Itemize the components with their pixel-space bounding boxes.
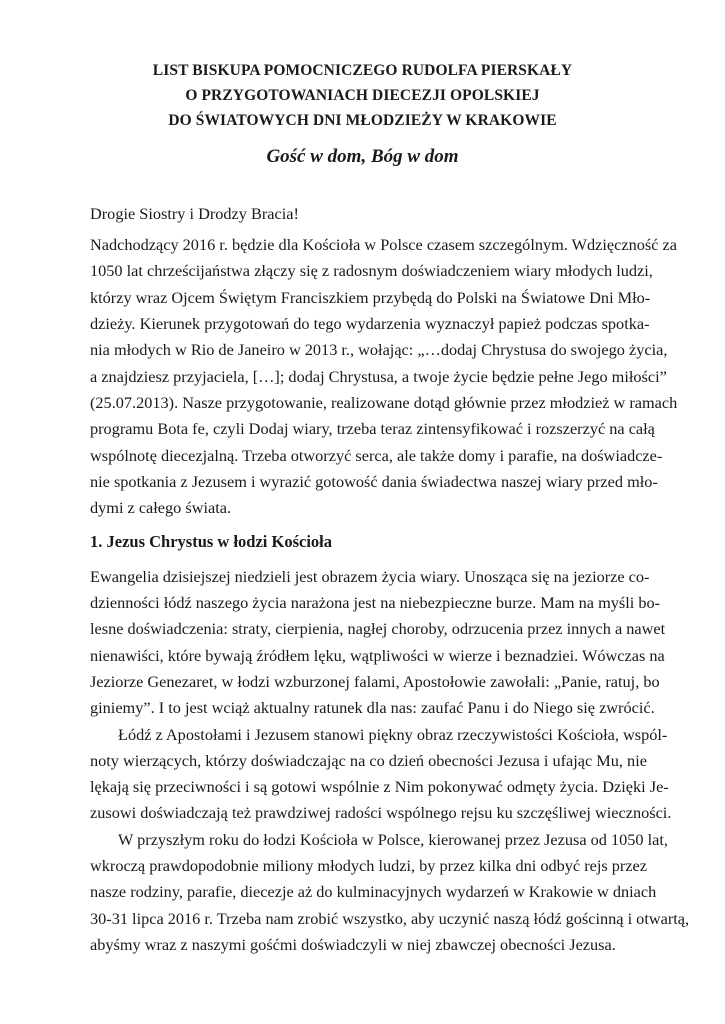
para1-line: nienawiści, które bywają źródłem lęku, wątpliwości w wierze i beznadziei. Wówczas na bbox=[90, 646, 665, 665]
para3-line: 30-31 lipca 2016 r. Trzeba nam zrobić wszystko, aby uczynić naszą łódź gościnną i otwartą, bbox=[90, 909, 690, 928]
para2-line: zusowi doświadczają też prawdziwej radości wspólnego rejsu ku szczęśliwej wieczności. bbox=[90, 803, 672, 822]
para3-line: nasze rodziny, parafie, diecezje aż do kulminacyjnych wydarzeń w Krakowie w dniach bbox=[90, 882, 657, 901]
intro-line: (25.07.2013). Nasze przygotowanie, realizowane dotąd głównie przez młodzież w ramach bbox=[90, 393, 678, 412]
intro-line: a znajdziesz przyjaciela, […]; dodaj Chrystusa, a twoje życie będzie pełne Jego miłości” bbox=[90, 367, 667, 386]
intro-line: Nadchodzący 2016 r. będzie dla Kościoła w Polsce czasem szczególnym. Wdzięczność za bbox=[90, 235, 677, 254]
title-line-1: LIST BISKUPA POMOCNICZEGO RUDOLFA PIERSKAŁY bbox=[152, 62, 573, 79]
para1-line: Ewangelia dzisiejszej niedzieli jest obrazem życia wiary. Unosząca się na jeziorze co- bbox=[90, 567, 650, 586]
intro-line: nia młodych w Rio de Janeiro w 2013 r., wołając: „…dodaj Chrystusa do swojego życia, bbox=[90, 340, 668, 359]
greeting: Drogie Siostry i Drodzy Bracia! bbox=[90, 204, 299, 223]
title-line-2: O PRZYGOTOWANIACH DIECEZJI OPOLSKIEJ bbox=[185, 87, 540, 104]
para2-line: Łódź z Apostołami i Jezusem stanowi piękny obraz rzeczywistości Kościoła, wspól- bbox=[118, 725, 668, 744]
para3-line: abyśmy wraz z naszymi gośćmi doświadczyli w niej zbawczej obecności Jezusa. bbox=[90, 935, 616, 954]
intro-line: wspólnotę diecezjalną. Trzeba otworzyć serca, ale także domy i parafie, na doświadcze- bbox=[90, 446, 663, 465]
intro-line: nie spotkania z Jezusem i wyrazić gotowość dania świadectwa naszej wiary przed mło- bbox=[90, 472, 658, 491]
section-heading: 1. Jezus Chrystus w łodzi Kościoła bbox=[90, 532, 333, 551]
para3-line: W przyszłym roku do łodzi Kościoła w Polsce, kierowanej przez Jezusa od 1050 lat, bbox=[118, 830, 668, 849]
intro-line: którzy wraz Ojcem Świętym Franciszkiem przybędą do Polski na Światowe Dni Mło- bbox=[90, 288, 651, 307]
para2-line: noty wierzących, którzy doświadczając na co dzień obecności Jezusa i ufając Mu, nie bbox=[90, 751, 647, 770]
para2-line: lękają się przeciwności i są gotowi wspólnie z Nim pokonywać odmęty życia. Dzięki Je- bbox=[90, 777, 669, 796]
intro-line: programu Bota fe, czyli Dodaj wiary, trzeba teraz zintensyfikować i rozszerzyć na całą bbox=[90, 419, 655, 438]
para1-line: Jeziorze Genezaret, w łodzi wzburzonej falami, Apostołowie zawołali: „Panie, ratuj, bo bbox=[90, 672, 660, 691]
para1-line: giniemy”. I to jest wciąż aktualny ratunek dla nas: zaufać Panu i do Niego się zwrócić. bbox=[90, 698, 655, 717]
intro-line: 1050 lat chrześcijaństwa złączy się z radosnym doświadczeniem wiary młodych ludzi, bbox=[90, 261, 653, 280]
para1-line: lesne doświadczenia: straty, cierpienia, nagłej choroby, odrzucenia przez innych a nawet bbox=[90, 619, 666, 638]
subtitle: Gość w dom, Bóg w dom bbox=[266, 146, 459, 167]
intro-line: dzieży. Kierunek przygotowań do tego wydarzenia wyznaczył papież podczas spotka- bbox=[90, 314, 650, 333]
title-line-3: DO ŚWIATOWYCH DNI MŁODZIEŻY W KRAKOWIE bbox=[168, 112, 557, 129]
para1-line: dzienności łódź naszego życia narażona jest na niebezpieczne burze. Mam na myśli bo- bbox=[90, 593, 661, 612]
para3-line: wkroczą prawdopodobnie miliony młodych ludzi, by przez kilka dni odbyć rejs przez bbox=[90, 856, 648, 875]
intro-line: dymi z całego świata. bbox=[90, 498, 232, 517]
